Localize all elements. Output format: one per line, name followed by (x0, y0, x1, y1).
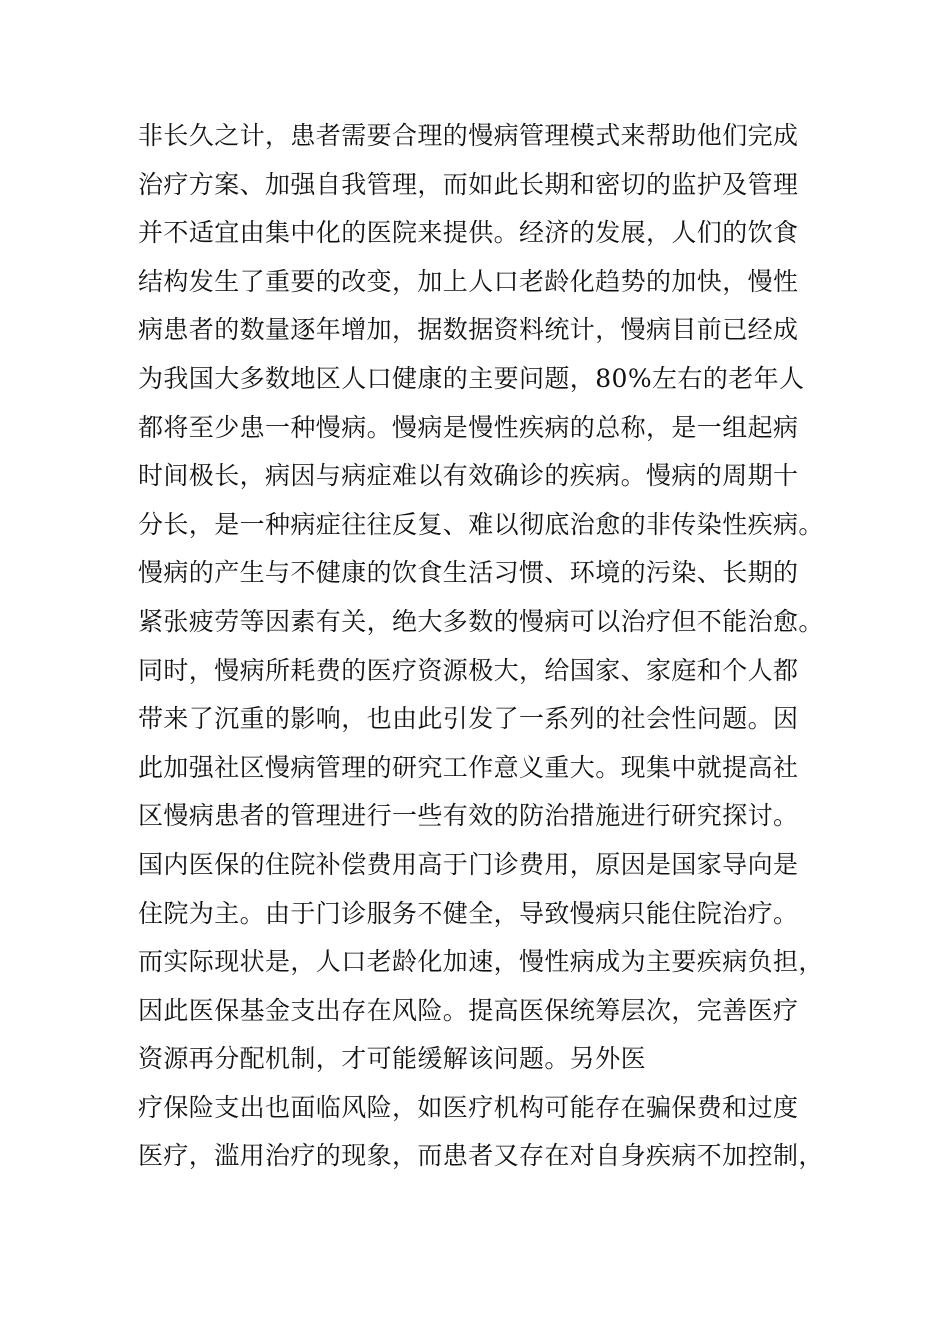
text-line: 时间极长，病因与病症难以有效确诊的疾病。慢病的周期十 (138, 461, 799, 491)
text-line: 慢病的产生与不健康的饮食生活习惯、环境的污染、长期的 (138, 558, 799, 588)
text-line: 非长久之计，患者需要合理的慢病管理模式来帮助他们完成 (138, 121, 799, 150)
text-line: 并不适宜由集中化的医院来提供。经济的发展，人们的饮食 (138, 218, 799, 248)
text-line: 而实际现状是，人口老龄化加速，慢性病成为主要疾病负担， (138, 947, 824, 977)
text-line: 疗保险支出也面临风险，如医疗机构可能存在骗保费和过度 (138, 1092, 799, 1122)
text-line: 资源再分配机制，才可能缓解该问题。另外医 (138, 1044, 647, 1074)
text-line: 此加强社区慢病管理的研究工作意义重大。现集中就提高社 (138, 752, 799, 782)
text-line: 病患者的数量逐年增加，据数据资料统计，慢病目前已经成 (138, 315, 799, 345)
text-line: 国内医保的住院补偿费用高于门诊费用，原因是国家导向是 (138, 849, 799, 879)
body-text (138, 112, 828, 1181)
text-line: 带来了沉重的影响，也由此引发了一系列的社会性问题。因 (138, 704, 799, 734)
text-line: 医疗，滥用治疗的现象，而患者又存在对自身疾病不加控制， (138, 1141, 824, 1171)
text-line: 治疗方案、加强自我管理，而如此长期和密切的监护及管理 (138, 169, 799, 199)
text-line: 结构发生了重要的改变，加上人口老龄化趋势的加快，慢性 (138, 266, 799, 296)
text-line: 为我国大多数地区人口健康的主要问题，80%左右的老年人 (138, 363, 805, 393)
text-line: 住院为主。由于门诊服务不健全，导致慢病只能住院治疗。 (138, 898, 799, 928)
text-line: 区慢病患者的管理进行一些有效的防治措施进行研究探讨。 (138, 801, 799, 831)
text-line: 同时，慢病所耗费的医疗资源极大，给国家、家庭和个人都 (138, 655, 799, 685)
text-line: 紧张疲劳等因素有关，绝大多数的慢病可以治疗但不能治愈。 (138, 606, 824, 636)
text-line: 分长，是一种病症往往反复、难以彻底治愈的非传染性疾病。 (138, 509, 824, 539)
text-line: 因此医保基金支出存在风险。提高医保统筹层次，完善医疗 (138, 995, 799, 1025)
text-line: 都将至少患一种慢病。慢病是慢性疾病的总称，是一组起病 (138, 412, 799, 442)
